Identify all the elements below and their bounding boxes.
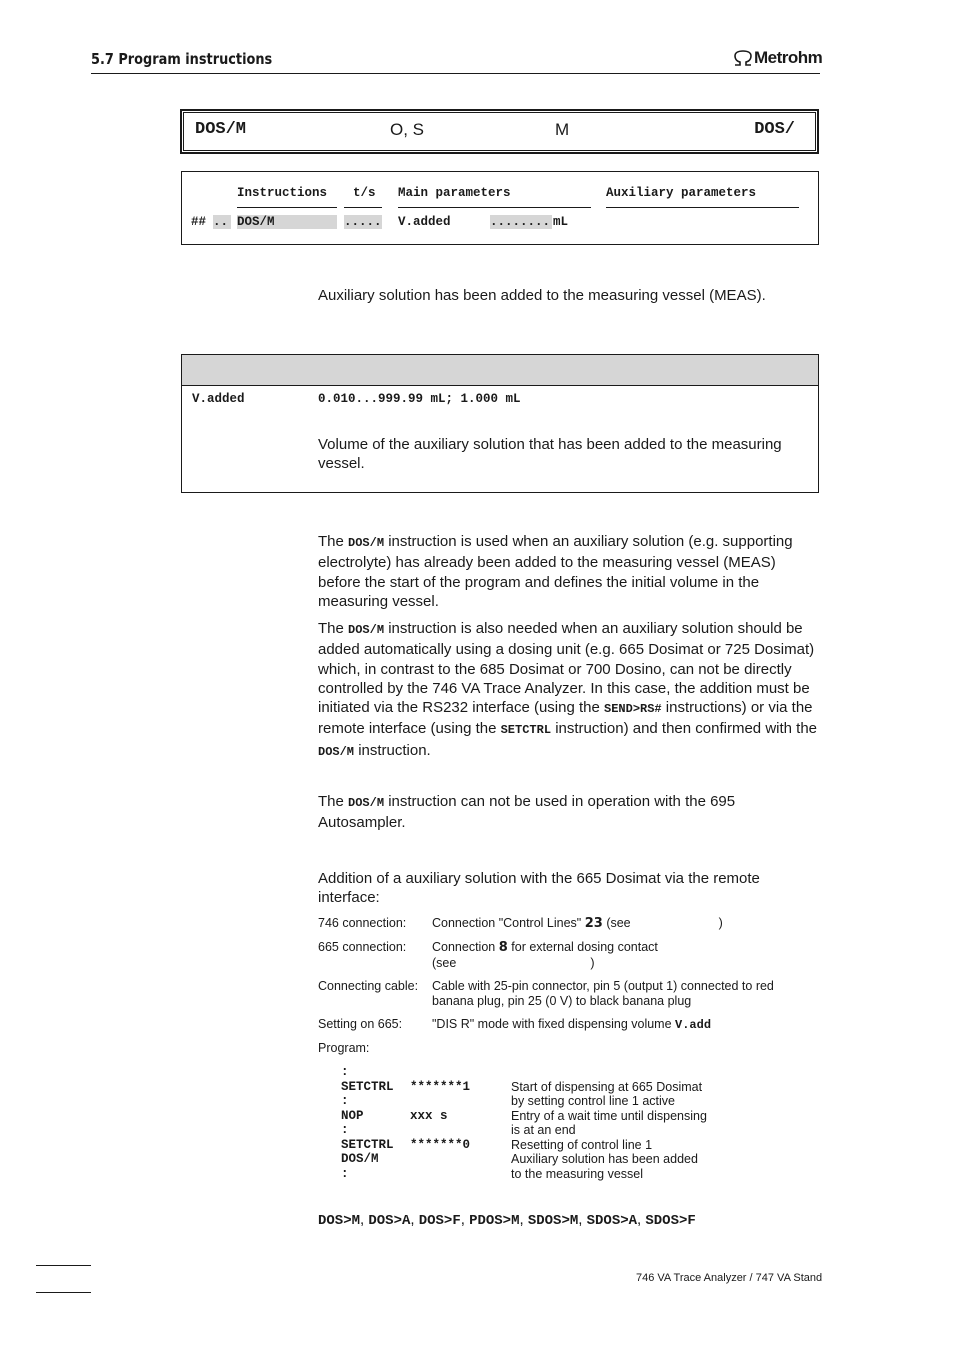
keyword-setctrl: SETCTRL <box>500 723 552 738</box>
text: ) <box>718 916 723 930</box>
text: for external dosing contact <box>511 940 658 954</box>
instruction-mnemonic: DOS/M <box>195 120 247 139</box>
text: The <box>318 620 344 637</box>
text: The <box>318 533 344 550</box>
listing-command: DOS/M <box>341 1152 379 1166</box>
related-instruction: DOS>M <box>318 1213 361 1229</box>
parameter-box-header <box>182 355 818 386</box>
text: (see <box>432 955 457 970</box>
related-instruction: SDOS>F <box>645 1213 696 1229</box>
text: Connection "Control Lines" <box>432 916 582 930</box>
text: instruction. <box>358 741 431 759</box>
title-mode-os: O, S <box>390 120 425 139</box>
connector-number: 8 <box>498 940 508 955</box>
example-value-665 <box>432 940 802 970</box>
related-instruction: SDOS>A <box>586 1213 638 1229</box>
listing-command: : <box>341 1094 349 1108</box>
underline-aux <box>606 207 799 208</box>
paragraph-example-intro: Addition of a auxiliary solution with the 665 Dosimat via the remote interface: <box>318 870 760 907</box>
example-label-setting: Setting on 665: <box>318 1017 403 1031</box>
connector-number: 23 <box>584 916 603 931</box>
listing-comment: Entry of a wait time until dispensing <box>511 1108 707 1123</box>
col-header-aux: Auxiliary parameters <box>606 186 757 200</box>
example-value-cable: Cable with 25-pin connector, pin 5 (output 1) connected to red banana plug, pin 25 (0 V) to black banana plug <box>432 979 774 1008</box>
program-line-box <box>181 171 819 245</box>
text: "DIS R" mode with fixed dispensing volume <box>432 1017 672 1031</box>
related-instruction: SDOS>M <box>527 1213 579 1229</box>
param-name: V.added <box>398 215 451 229</box>
listing-command: : <box>341 1065 349 1079</box>
text: instruction) and then confirmed with the <box>555 720 818 738</box>
col-header-ts: t/s <box>353 186 376 200</box>
text: instructions) or via the remote interface (using the <box>318 699 813 738</box>
omega-icon <box>733 50 753 66</box>
text: instruction is used when an auxiliary solution (e.g. supporting electrolyte) has already been added to the measuring vessel (MEAS) before the start of the program and defines the initial volume in the measuring vessel. <box>318 533 793 610</box>
keyword-dosm: DOS/M <box>348 536 385 550</box>
listing-comment: by setting control line 1 active <box>511 1094 675 1108</box>
keyword-dosm: DOS/M <box>348 796 385 810</box>
listing-command: : <box>341 1123 349 1137</box>
example-label-cable: Connecting cable: <box>318 979 419 993</box>
listing-param: *******0 <box>410 1137 471 1152</box>
underline-ts <box>344 207 382 208</box>
paragraph-dosing-unit <box>318 619 818 762</box>
text: instruction is also needed when an auxiliary solution should be added automatically using a dosing unit (e.g. 665 Dosimat or 725 Dosimat) which, in contrast to the 685 Dosimat or 700 Dosino, can not be directly controlled by the 746 VA Trace Analyzer. In this case, the addition must be initiated via the RS232 interface (using the <box>318 620 815 717</box>
parameter-name: V.added <box>192 392 245 406</box>
listing-command: SETCTRL <box>341 1137 394 1152</box>
col-header-main: Main parameters <box>398 186 511 200</box>
related-instruction: PDOS>M <box>469 1213 520 1229</box>
related-instruction: DOS>A <box>368 1213 411 1229</box>
section-header: 5.7 Program instructions <box>91 50 273 68</box>
listing-param: xxx s <box>410 1108 448 1123</box>
text: Connection <box>432 940 496 954</box>
instruction-title-box <box>180 109 819 154</box>
param-value-field: ........ <box>490 215 551 229</box>
footer-product: 746 VA Trace Analyzer / 747 VA Stand <box>636 1272 823 1284</box>
listing-command: : <box>341 1166 349 1181</box>
ts-field: ..... <box>344 215 382 229</box>
instruction-field: DOS/M <box>237 215 337 229</box>
keyword-dosm: DOS/M <box>318 744 355 759</box>
example-label-665: 665 connection: <box>318 940 407 954</box>
line-dots: .. <box>213 215 231 229</box>
text: The <box>318 793 344 810</box>
parameter-box <box>181 354 819 493</box>
example-label-746: 746 connection: <box>318 916 407 930</box>
line-number: ## <box>191 215 207 229</box>
example-label-program: Program: <box>318 1041 370 1055</box>
listing-comment: is at an end <box>511 1123 576 1137</box>
col-header-instructions: Instructions <box>237 186 328 200</box>
metrohm-logo <box>733 48 822 68</box>
title-key-label: DOS/ <box>754 120 795 139</box>
parameter-description: Volume of the auxiliary solution that has been added to the measuring vessel. <box>318 436 782 472</box>
example-value-746 <box>432 916 802 932</box>
example-value-setting <box>432 1017 802 1033</box>
text: ) <box>590 955 595 970</box>
listing-comment: to the measuring vessel <box>511 1166 644 1181</box>
footer-rule-bottom <box>36 1292 91 1293</box>
listing-command: SETCTRL <box>341 1079 394 1094</box>
keyword-send-rs: SEND>RS# <box>604 702 662 717</box>
title-mode-m: M <box>555 120 570 139</box>
text: (see <box>606 916 631 930</box>
listing-comment: Auxiliary solution has been added <box>511 1152 698 1166</box>
paragraph-autosampler-note <box>318 792 818 833</box>
text: instruction can not be used in operation with the 695 Autosampler. <box>318 793 736 832</box>
underline-instructions <box>237 207 337 208</box>
listing-comment: Start of dispensing at 665 Dosimat <box>511 1079 703 1094</box>
logo-text: Metrohm <box>754 48 823 67</box>
listing-comment: Resetting of control line 1 <box>511 1137 653 1152</box>
header-rule <box>91 73 820 74</box>
listing-command: NOP <box>341 1108 364 1123</box>
related-instructions: DOS>M, DOS>A, DOS>F, PDOS>M, SDOS>M, SDOS>A, SDOS>F <box>318 1211 696 1229</box>
param-unit: mL <box>553 215 569 229</box>
keyword-vadd: V.add <box>675 1018 712 1032</box>
keyword-dosm: DOS/M <box>348 623 385 637</box>
footer-rule-top <box>36 1265 91 1266</box>
parameter-range: 0.010...999.99 mL; 1.000 mL <box>318 392 521 406</box>
paragraph-usage <box>318 532 818 611</box>
listing-param: *******1 <box>410 1079 471 1094</box>
underline-main <box>398 207 591 208</box>
instruction-definition: Auxiliary solution has been added to the measuring vessel (MEAS). <box>318 287 766 304</box>
related-instruction: DOS>F <box>418 1213 461 1229</box>
